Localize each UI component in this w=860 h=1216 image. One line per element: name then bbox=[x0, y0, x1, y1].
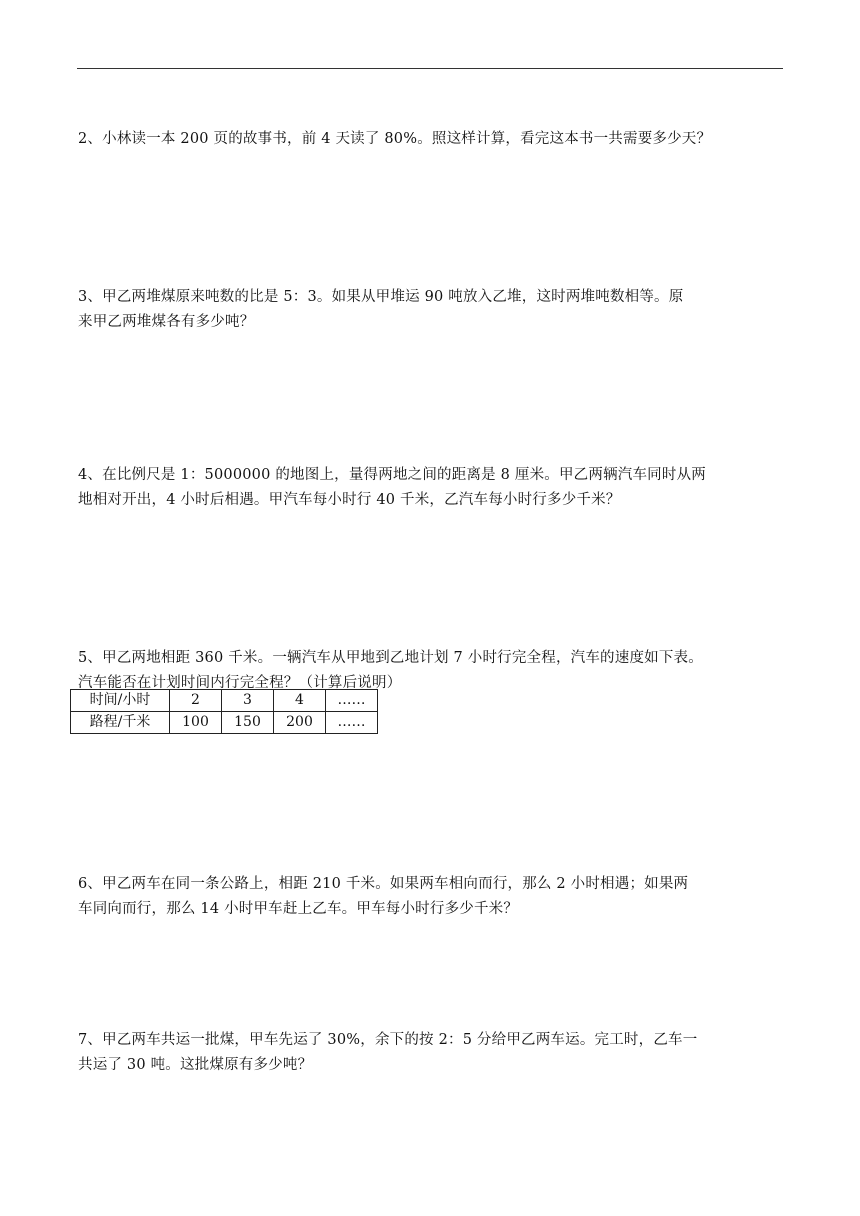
header-rule bbox=[77, 68, 783, 69]
speed-table bbox=[70, 689, 378, 734]
question-5-line-2: 汽车能否在计划时间内行完全程？（计算后说明） bbox=[78, 675, 402, 691]
question-4 bbox=[78, 463, 784, 513]
question-7-line-2: 共运了 30 吨。这批煤原有多少吨？ bbox=[78, 1057, 313, 1073]
table-row-time bbox=[71, 690, 378, 712]
table-cell-ellipsis: …… bbox=[326, 690, 378, 712]
question-2 bbox=[78, 127, 784, 152]
question-3 bbox=[78, 285, 784, 335]
question-6-line-1: 6、甲乙两车在同一条公路上，相距 210 千米。如果两车相向而行，那么 2 小时相遇；如果两 bbox=[78, 876, 689, 892]
question-3-line-1: 3、甲乙两堆煤原来吨数的比是 5：3。如果从甲堆运 90 吨放入乙堆，这时两堆吨数相等。原 bbox=[78, 289, 684, 305]
table-header-time: 时间/小时 bbox=[71, 690, 170, 712]
table-cell: 200 bbox=[274, 712, 326, 734]
question-7 bbox=[78, 1028, 784, 1078]
question-6 bbox=[78, 872, 784, 922]
question-5-line-1: 5、甲乙两地相距 360 千米。一辆汽车从甲地到乙地计划 7 小时行完全程，汽车的速度如下表。 bbox=[78, 650, 703, 666]
table-row-distance bbox=[71, 712, 378, 734]
question-7-line-1: 7、甲乙两车共运一批煤，甲车先运了 30%，余下的按 2：5 分给甲乙两车运。完工时，乙车一 bbox=[78, 1032, 698, 1048]
question-6-line-2: 车同向而行，那么 14 小时甲车赶上乙车。甲车每小时行多少千米？ bbox=[78, 901, 519, 917]
table-cell: 4 bbox=[274, 690, 326, 712]
table-cell: 3 bbox=[222, 690, 274, 712]
question-4-line-2: 地相对开出，4 小时后相遇。甲汽车每小时行 40 千米，乙汽车每小时行多少千米？ bbox=[78, 492, 621, 508]
table-cell-ellipsis: …… bbox=[326, 712, 378, 734]
table-cell: 100 bbox=[170, 712, 222, 734]
question-2-line-1: 2、小林读一本 200 页的故事书，前 4 天读了 80%。照这样计算，看完这本书一共需要多少天？ bbox=[78, 131, 712, 147]
table-header-distance: 路程/千米 bbox=[71, 712, 170, 734]
question-4-line-1: 4、在比例尺是 1：5000000 的地图上，量得两地之间的距离是 8 厘米。甲乙两辆汽车同时从两 bbox=[78, 467, 706, 483]
table-cell: 150 bbox=[222, 712, 274, 734]
question-3-line-2: 来甲乙两堆煤各有多少吨？ bbox=[78, 314, 255, 330]
table-cell: 2 bbox=[170, 690, 222, 712]
